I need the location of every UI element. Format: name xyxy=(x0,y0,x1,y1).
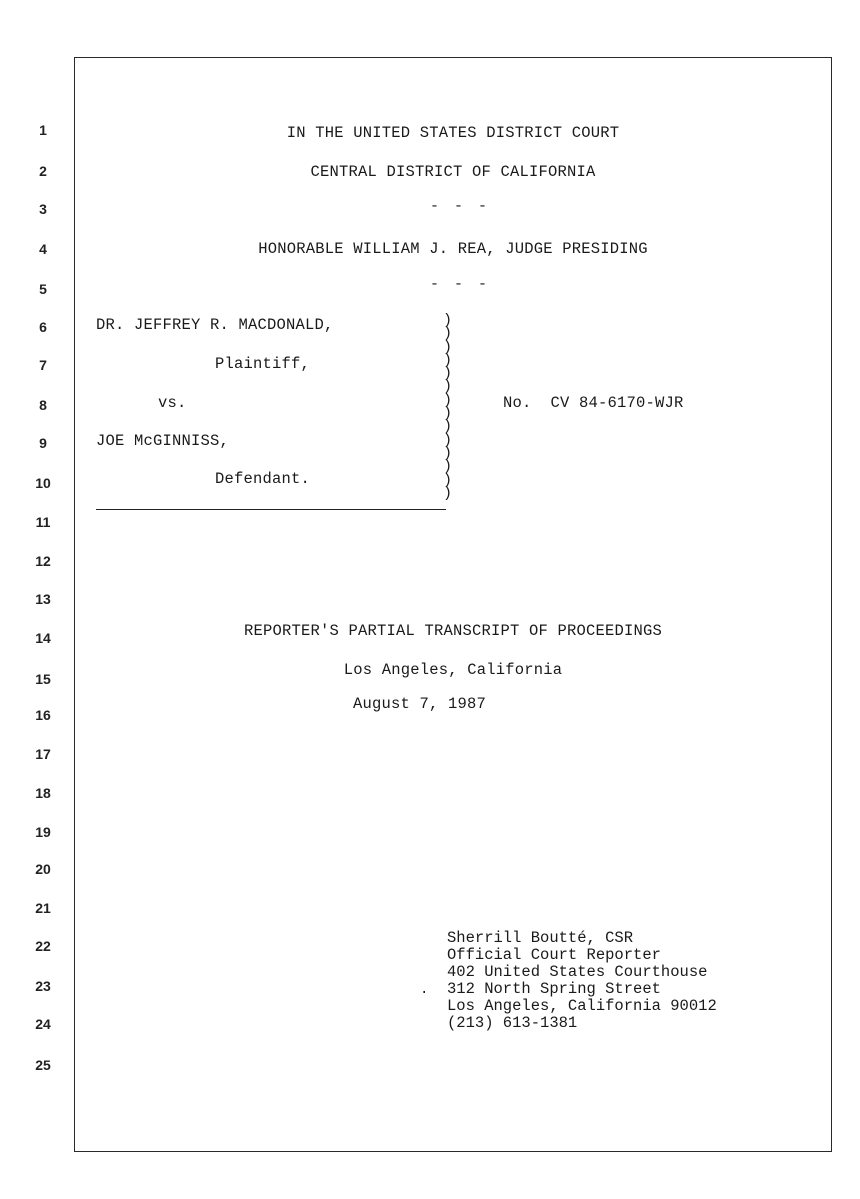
bracket-paren: ) xyxy=(443,351,453,369)
defendant-role: Defendant. xyxy=(215,470,311,488)
line-number: 18 xyxy=(35,785,51,801)
line-number: 4 xyxy=(39,241,47,257)
reporter-title: Official Court Reporter xyxy=(447,946,661,964)
line-number: 6 xyxy=(39,319,47,335)
separator-top: - - - xyxy=(430,198,491,215)
court-district: CENTRAL DISTRICT OF CALIFORNIA xyxy=(310,163,596,181)
transcript-date: August 7, 1987 xyxy=(353,695,487,713)
bracket-paren: ) xyxy=(443,405,453,423)
line-number: 2 xyxy=(39,163,47,179)
line-number: 25 xyxy=(35,1057,51,1073)
bracket-paren: ) xyxy=(443,378,453,396)
line-number: 8 xyxy=(39,397,47,413)
reporter-address-3: Los Angeles, California 90012 xyxy=(447,997,717,1015)
line-number: 17 xyxy=(35,746,51,762)
versus: vs. xyxy=(158,394,187,412)
bracket-paren: ) xyxy=(443,431,453,449)
judge-presiding: HONORABLE WILLIAM J. REA, JUDGE PRESIDING xyxy=(258,240,648,258)
bracket-paren: ) xyxy=(443,418,453,436)
bracket-paren: ) xyxy=(443,391,453,409)
line-number: 11 xyxy=(35,514,51,530)
line-number: 23 xyxy=(35,978,51,994)
transcript-heading: REPORTER'S PARTIAL TRANSCRIPT OF PROCEEDINGS xyxy=(243,622,663,640)
line-number: 7 xyxy=(39,357,47,373)
line-number: 20 xyxy=(35,861,51,877)
bracket-paren: ) xyxy=(443,484,453,502)
court-name: IN THE UNITED STATES DISTRICT COURT xyxy=(286,124,620,142)
bracket-paren: ) xyxy=(443,365,453,383)
line-number: 24 xyxy=(35,1016,51,1032)
line-number: 21 xyxy=(35,900,51,916)
line-number: 3 xyxy=(39,201,47,217)
bracket-paren: ) xyxy=(443,471,453,489)
reporter-address-1: 402 United States Courthouse xyxy=(447,963,708,981)
bracket-paren: ) xyxy=(443,312,453,329)
line-number: 22 xyxy=(35,938,51,954)
caption-bracket xyxy=(443,314,457,500)
reporter-block xyxy=(447,930,717,1032)
line-number: 10 xyxy=(35,475,51,491)
line-number: 5 xyxy=(39,281,47,297)
case-number: No. CV 84-6170-WJR xyxy=(503,394,684,412)
stray-mark: · xyxy=(420,985,429,1001)
bracket-paren: ) xyxy=(443,444,453,462)
line-number: 1 xyxy=(39,122,47,138)
line-number: 16 xyxy=(35,707,51,723)
reporter-address-2: 312 North Spring Street xyxy=(447,980,661,998)
plaintiff-role: Plaintiff, xyxy=(215,355,311,373)
reporter-name: Sherrill Boutté, CSR xyxy=(447,929,634,947)
bracket-paren: ) xyxy=(443,458,453,476)
separator-bottom: - - - xyxy=(430,276,491,293)
bracket-paren: ) xyxy=(443,325,453,343)
reporter-phone: (213) 613-1381 xyxy=(447,1014,578,1032)
line-number: 19 xyxy=(35,824,51,840)
line-number: 12 xyxy=(35,553,51,569)
line-number: 13 xyxy=(35,591,51,607)
bracket-paren: ) xyxy=(443,338,453,356)
transcript-location: Los Angeles, California xyxy=(343,661,563,679)
line-number: 9 xyxy=(39,435,47,451)
caption-rule xyxy=(96,509,446,510)
defendant-name: JOE McGINNISS, xyxy=(96,432,230,450)
line-number: 14 xyxy=(35,630,51,646)
line-number: 15 xyxy=(35,671,51,687)
plaintiff-name: DR. JEFFREY R. MACDONALD, xyxy=(96,316,334,334)
